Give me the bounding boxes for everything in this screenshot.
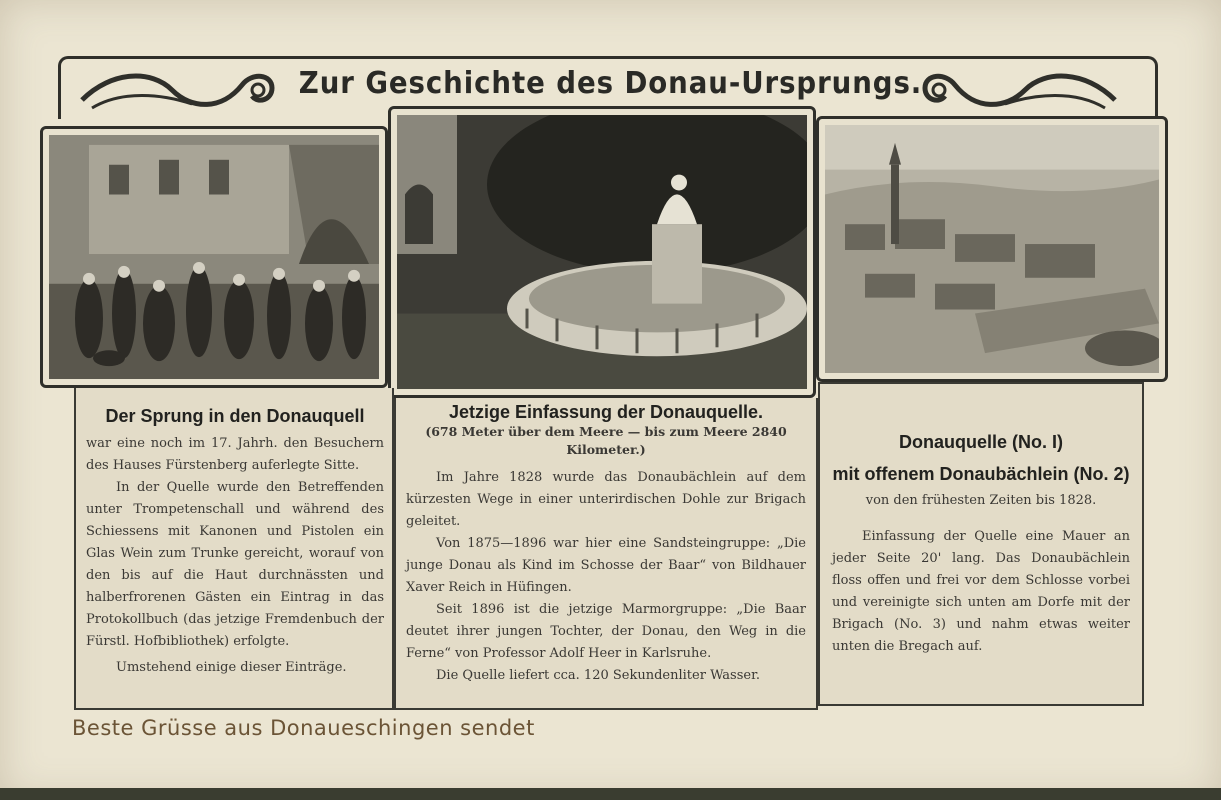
middle-panel-subheading: (678 Meter über dem Meere — bis zum Meere 2840 Kilometer.) xyxy=(425,424,787,457)
fountain-enclosure-illustration xyxy=(397,115,807,389)
bottom-edge xyxy=(0,788,1221,800)
left-paragraph-1: war eine noch im 17. Jahrh. den Besuchern des Hauses Fürstenberg auferlegte Sitte. xyxy=(86,436,384,473)
right-panel-subheading: von den frühesten Zeiten bis 1828. xyxy=(865,493,1097,508)
left-paragraph-2: In der Quelle wurde den Betreffenden unter Trompetenschall und während des Schiessens mit Kanonen und Pistolen ein Glas Wein zum Trunke gereicht, worauf von den bis auf die Haut durchnässten und halberfrorenen Gästen ein Eintrag in das Protokollbuch (das jetzige Fremdenbuch der Fürstl. Hofbibliothek) erfolgte. xyxy=(86,480,384,649)
right-engraving-frame xyxy=(816,116,1168,382)
right-text-panel xyxy=(818,382,1144,706)
crowd-scene-illustration xyxy=(49,135,379,379)
greeting-text: Beste Grüsse aus Donaueschingen sendet xyxy=(72,716,535,740)
right-panel-heading-line2: mit offenem Donaubächlein (No. 2) xyxy=(832,464,1130,484)
middle-paragraph-2: Von 1875—1896 war hier eine Sandsteingruppe: „Die junge Donau als Kind im Schosse der Baar“ von Bildhauer Xaver Reich in Hüfingen. xyxy=(406,536,806,595)
right-panel-heading-line1: Donauquelle (No. I) xyxy=(899,432,1063,452)
middle-paragraph-4: Die Quelle liefert cca. 120 Sekundenliter Wasser. xyxy=(436,668,761,683)
middle-panel-heading: Jetzige Einfassung der Donauquelle. xyxy=(448,402,764,422)
middle-photo-frame xyxy=(388,106,816,398)
left-panel-heading: Der Sprung in den Donauquell xyxy=(105,406,365,426)
page-title: Zur Geschichte des Donau-Ursprungs. xyxy=(298,66,923,101)
town-panorama-illustration xyxy=(825,125,1159,373)
right-paragraph-1: Einfassung der Quelle eine Mauer an jeder Seite 20' lang. Das Donaubächlein floss offen und frei vor dem Schlosse vorbei und vereinigte sich unten am Dorfe mit der Brigach (No. 3) und nahm etwas weiter unten die Bregach auf. xyxy=(832,529,1130,654)
left-paragraph-3: Umstehend einige dieser Einträge. xyxy=(116,660,347,675)
left-text-panel xyxy=(74,388,394,710)
middle-paragraph-1: Im Jahre 1828 wurde das Donaubächlein auf dem kürzesten Wege in einer unterirdischen Dohle zur Brigach geleitet. xyxy=(406,470,806,529)
middle-text-panel xyxy=(394,398,818,710)
left-engraving-frame xyxy=(40,126,388,388)
middle-paragraph-3: Seit 1896 ist die jetzige Marmorgruppe: „Die Baar deutet ihrer jungen Tochter, der Donau, den Weg in die Ferne“ von Professor Adolf Heer in Karlsruhe. xyxy=(406,602,806,661)
